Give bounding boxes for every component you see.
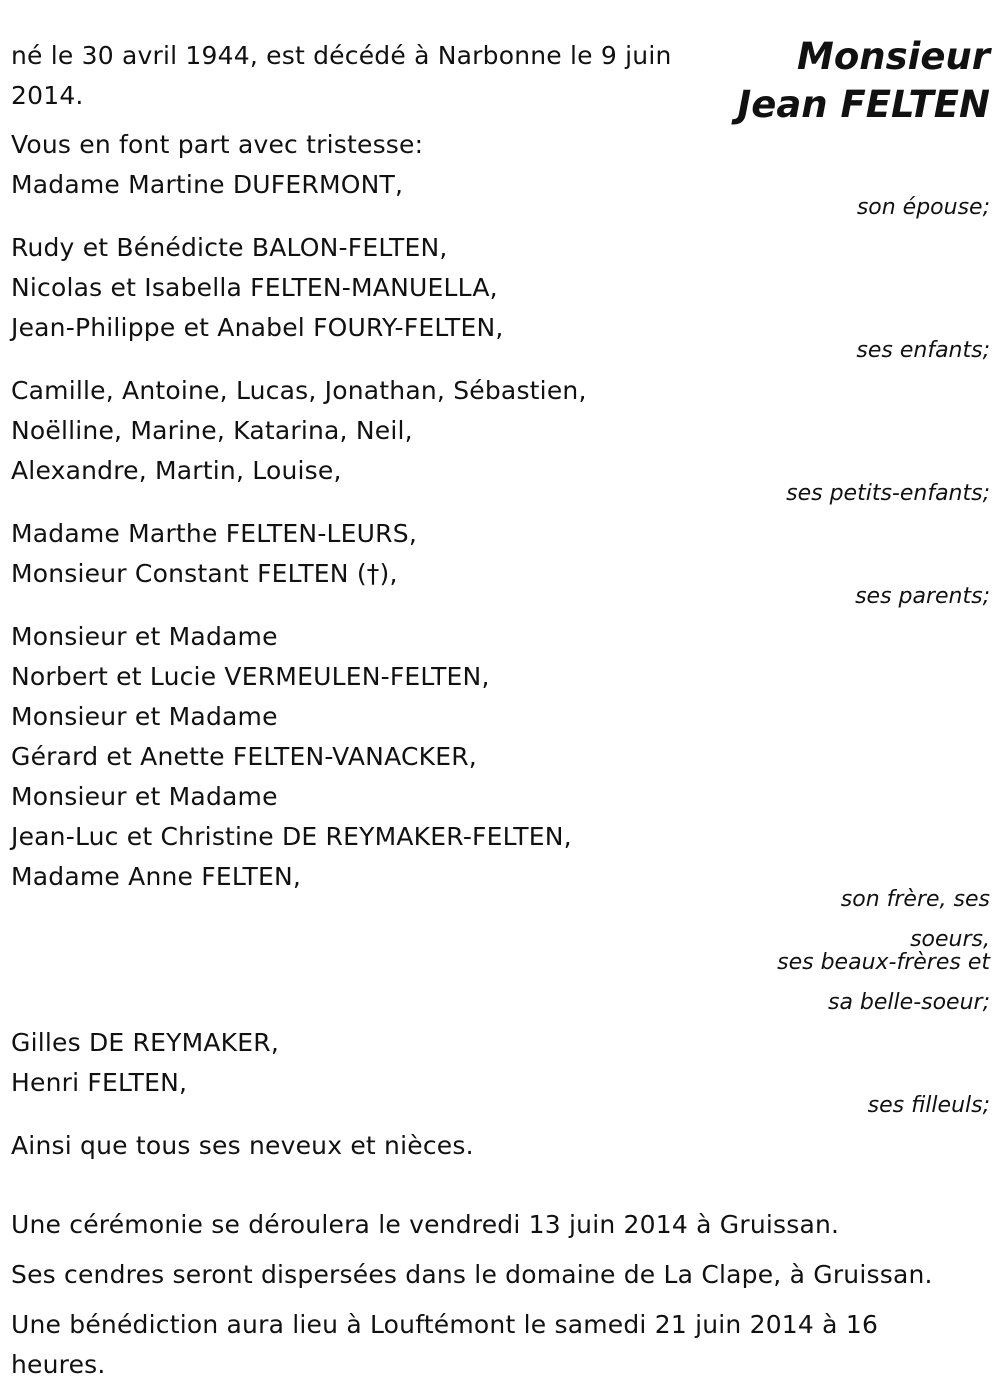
siblings-role: ses beaux-frères et — [777, 950, 990, 975]
blessing-line-2: heures. — [11, 1350, 106, 1379]
siblings-role: soeurs, — [910, 927, 990, 952]
child-name: Nicolas et Isabella FELTEN-MANUELLA, — [11, 273, 498, 302]
nephews-nieces-line: Ainsi que tous ses neveux et nièces. — [11, 1131, 474, 1160]
parent-name: Madame Marthe FELTEN-LEURS, — [11, 519, 417, 548]
child-name: Rudy et Bénédicte BALON-FELTEN, — [11, 233, 448, 262]
siblings-role: sa belle-soeur; — [828, 990, 990, 1015]
spouse-name: Madame Martine DUFERMONT, — [11, 170, 404, 199]
siblings-role: son frère, ses — [840, 887, 990, 912]
deceased-title: Monsieur — [797, 35, 990, 78]
ceremony-line: Une cérémonie se déroulera le vendredi 13 juin 2014 à Gruissan. — [11, 1210, 840, 1239]
sibling-name: Norbert et Lucie VERMEULEN-FELTEN, — [11, 662, 490, 691]
godchild-name: Gilles DE REYMAKER, — [11, 1028, 279, 1057]
grandchildren-names: Noëlline, Marine, Katarina, Neil, — [11, 416, 413, 445]
sibling-name: Jean-Luc et Christine DE REYMAKER-FELTEN, — [11, 822, 572, 851]
sibling-name: Monsieur et Madame — [11, 782, 278, 811]
birth-death-line-1: né le 30 avril 1944, est décédé à Narbonne le 9 juin — [11, 41, 672, 70]
child-name: Jean-Philippe et Anabel FOURY-FELTEN, — [11, 313, 504, 342]
announcement-text: Vous en font part avec tristesse: — [11, 130, 424, 159]
spouse-role: son épouse; — [856, 195, 990, 220]
blessing-line-1: Une bénédiction aura lieu à Louftémont le samedi 21 juin 2014 à 16 — [11, 1310, 879, 1339]
deceased-name: Jean FELTEN — [737, 83, 990, 126]
birth-death-line-2: 2014. — [11, 81, 84, 110]
sibling-name: Madame Anne FELTEN, — [11, 862, 302, 891]
godchildren-role: ses filleuls; — [867, 1093, 990, 1118]
sibling-name: Monsieur et Madame — [11, 702, 278, 731]
godchild-name: Henri FELTEN, — [11, 1068, 188, 1097]
sibling-name: Monsieur et Madame — [11, 622, 278, 651]
parents-role: ses parents; — [855, 584, 990, 609]
grandchildren-names: Alexandre, Martin, Louise, — [11, 456, 342, 485]
ashes-line: Ses cendres seront dispersées dans le domaine de La Clape, à Gruissan. — [11, 1260, 933, 1289]
grandchildren-names: Camille, Antoine, Lucas, Jonathan, Sébastien, — [11, 376, 587, 405]
grandchildren-role: ses petits-enfants; — [786, 481, 990, 506]
parent-name: Monsieur Constant FELTEN (†), — [11, 559, 398, 588]
children-role: ses enfants; — [856, 338, 990, 363]
sibling-name: Gérard et Anette FELTEN-VANACKER, — [11, 742, 477, 771]
